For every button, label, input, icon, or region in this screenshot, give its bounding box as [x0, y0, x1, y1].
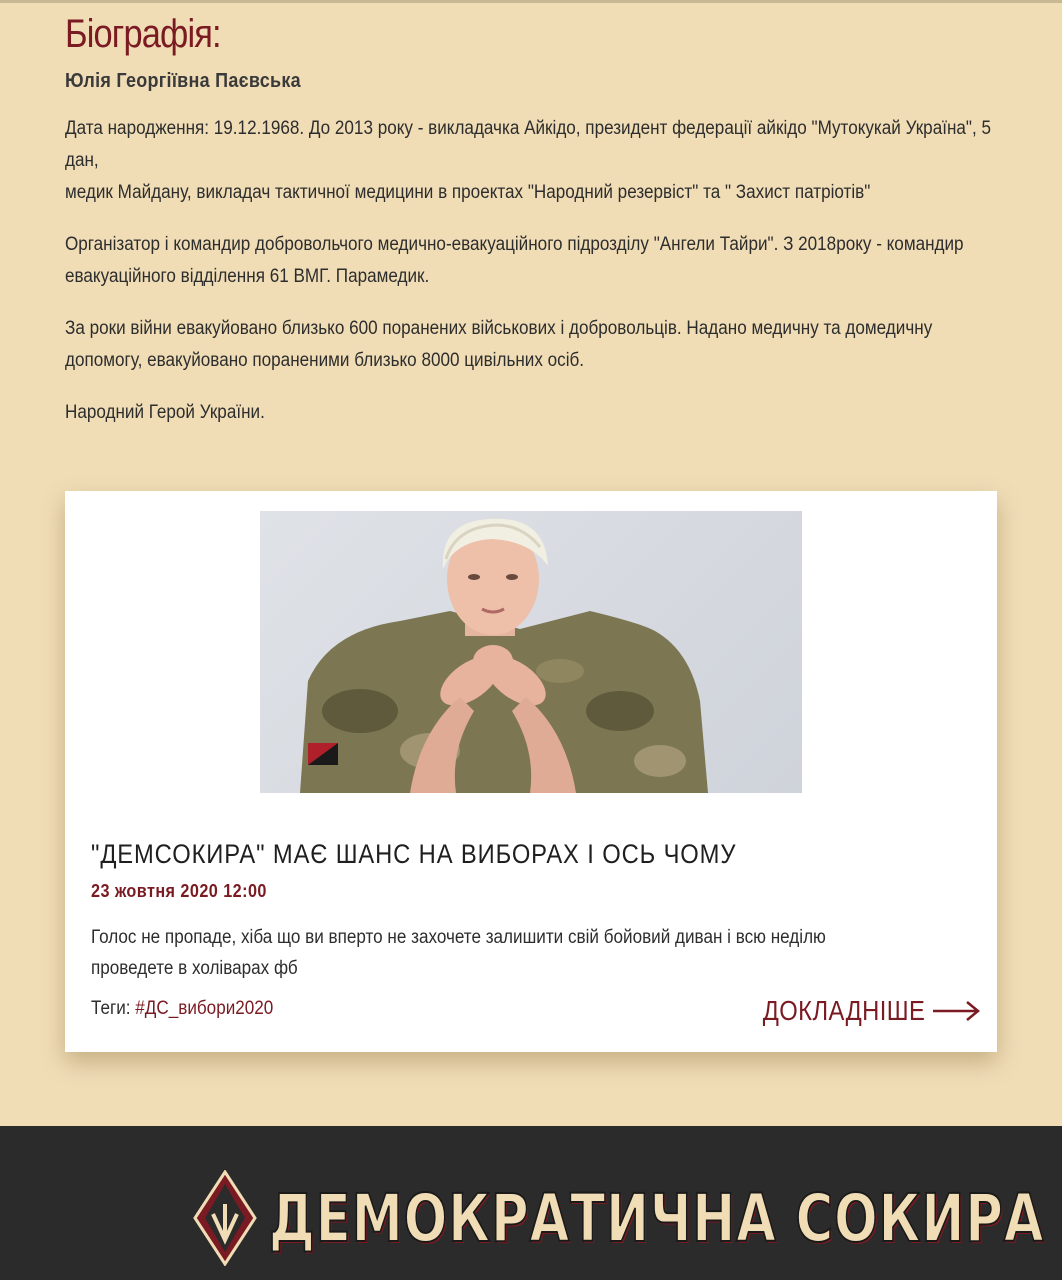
biography-heading: Біографія:: [65, 12, 221, 56]
bio-paragraph-hero: Народний Герой України.: [65, 402, 265, 423]
article-date: 23 жовтня 2020 12:00: [91, 881, 267, 901]
tag-link[interactable]: #ДС_вибори2020: [135, 998, 274, 1019]
biography-section: [65, 8, 1015, 429]
bio-paragraph-unit: Організатор і командир добровольчого медично-евакуаційного підрозділу "Ангели Тайри". З 2018року - командир евакуаційного відділення 61 ВМГ. Парамедик.: [65, 234, 964, 287]
trident-emblem-icon: [193, 1170, 257, 1266]
bio-paragraph-evacuations: За роки війни евакуйовано близько 600 поранених військових і добровольців. Надано медичну та домедичну допомогу, евакуйовано пораненими близько 8000 цивільних осіб.: [65, 318, 933, 371]
site-footer: [0, 1126, 1062, 1280]
read-more-label: ДОКЛАДНІШЕ: [762, 995, 925, 1026]
top-divider: [0, 0, 1062, 3]
bio-paragraph-birth: [65, 113, 1010, 209]
article-photo[interactable]: [260, 511, 802, 793]
article-tags: [91, 998, 273, 1020]
bio-line-2: медик Майдану, викладач тактичної медицини в проектах "Народний резервіст" та " Захист патріотів": [65, 182, 871, 203]
article-excerpt: Голос не пропаде, хіба що ви вперто не захочете залишити свій бойовий диван і всю неділю проведете в холіварах фб: [91, 927, 826, 979]
arrow-right-icon: [933, 999, 981, 1023]
person-name: Юлія Георгіївна Паєвська: [65, 70, 301, 92]
tags-label: Теги:: [91, 998, 131, 1019]
read-more-link[interactable]: [734, 995, 981, 1027]
article-title[interactable]: "ДЕМСОКИРА" МАЄ ШАНС НА ВИБОРАХ І ОСЬ ЧОМУ: [91, 839, 737, 869]
site-logo[interactable]: [193, 1170, 1062, 1266]
article-card: [65, 491, 997, 1052]
bio-line-1: Дата народження: 19.12.1968. До 2013 року - викладачка Айкідо, президент федерації айкідо "Мутокукай Україна", 5 дан,: [65, 118, 992, 171]
logo-wordmark: ДЕМОКРАТИЧНА СОКИРА: [269, 1179, 1045, 1257]
portrait-image: [260, 511, 802, 793]
